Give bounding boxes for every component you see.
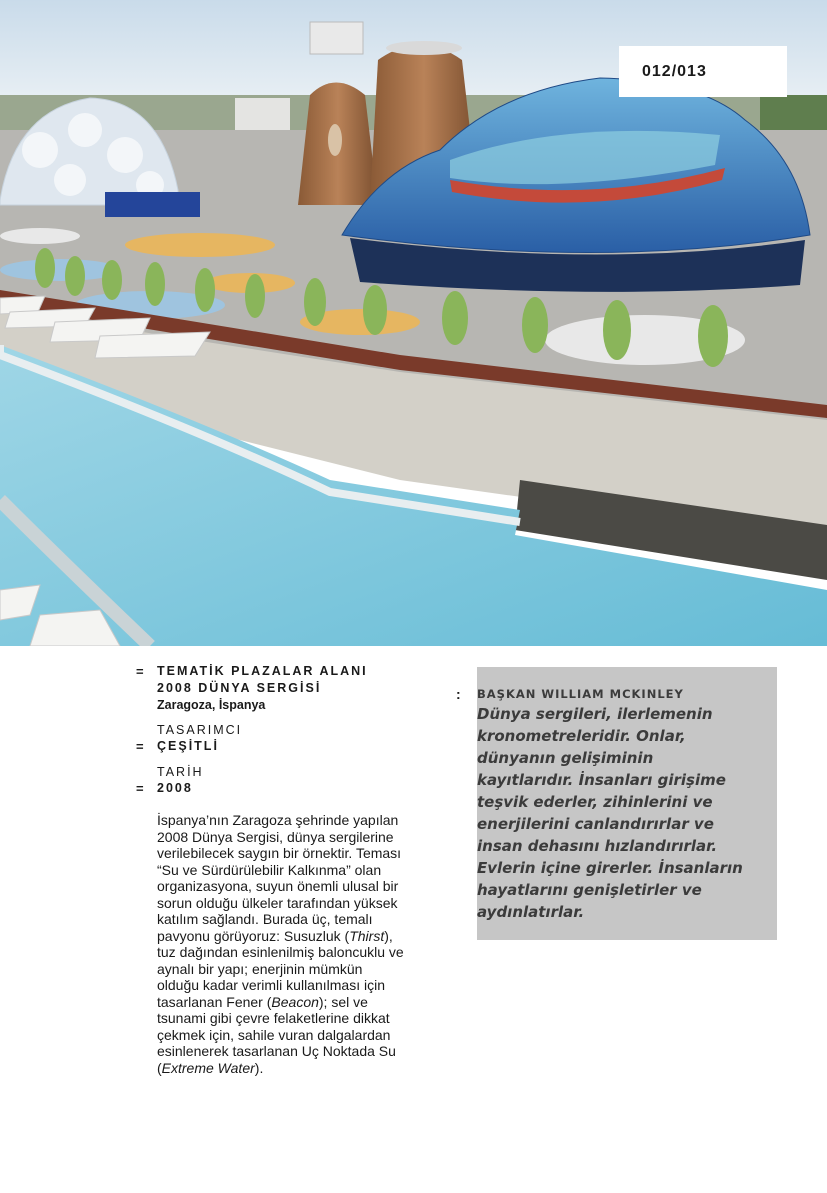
tower-window [328,124,342,156]
bubble [107,137,143,173]
designer-value-block [157,738,219,755]
bullet-marker: = [136,664,144,679]
designer-label: TASARIMCI [157,723,243,737]
description-part: ), tuz dağından esinlenilmiş baloncuklu ve aynalı bir yapı; enerjinin mümkün olduğu kadar verimli kullanılması için tasarlanan Fener ( [157,927,404,1010]
bubble [22,132,58,168]
yellow-circle [125,233,275,257]
date-value-block [157,780,193,797]
bubble [68,113,102,147]
description-extreme-water: Extreme Water [161,1059,255,1076]
project-location: Zaragoza, İspanya [157,698,266,712]
bullet-marker: = [136,781,144,796]
project-title: TEMATİK PLAZALAR ALANI [157,664,368,678]
white-circle [0,228,80,244]
quote-text: Dünya sergileri, ilerlemenin kronometreleridir. Onlar, dünyanın gelişiminin kayıtlarıdır. İnsanları girişime teşvik ederler, zihinlerini ve enerjilerini canlandırırlar ve insan dehasını hızlandırırlar. Evlerin içine girerler. İnsanların hayatlarını genişletirler ve aydınlatırlar. [477,705,743,921]
blue-kiosk [105,192,200,217]
bullet-marker: = [136,739,144,754]
blue-circle [0,259,120,281]
description-part: ). [254,1059,264,1076]
page-number: 012/013 [619,46,787,97]
description-beacon: Beacon [271,993,319,1010]
description-part: ); sel ve tsunami gibi çevre felaketlerine dikkat çekmek için, sahile vuran dalgalardan esinlenerek tasarlanan Uç Noktada Su ( [157,993,396,1076]
tower-cap [386,41,462,55]
designer-label-block [157,722,242,739]
bubble [54,164,86,196]
quote-box [477,667,777,940]
project-heading [157,663,368,714]
quote-author: BAŞKAN WILLIAM MCKINLEY [477,687,684,701]
project-subtitle: 2008 DÜNYA SERGİSİ [157,681,322,695]
description-thirst: Thirst [349,927,385,944]
date-label-block [157,764,204,781]
designer-value: ÇEŞİTLİ [157,739,219,753]
date-label: TARİH [157,765,204,779]
quote-marker: : [456,686,461,702]
tower-cap [310,22,363,54]
date-value: 2008 [157,781,193,795]
description-part: İspanya’nın Zaragoza şehrinde yapılan 2008 Dünya Sergisi, dünya sergilerine verilebilecek saygın bir örnektir. Teması “Su ve Sürdürülebilir Kalkınma” olan organizasyona, suyun önemli ulusal bir sorun olduğu ülkeler tarafından yüksek katılım sağlandı. Burada üç, temalı pavyonu görüyoruz: Susuzluk ( [157,812,402,944]
project-description [157,812,407,1076]
